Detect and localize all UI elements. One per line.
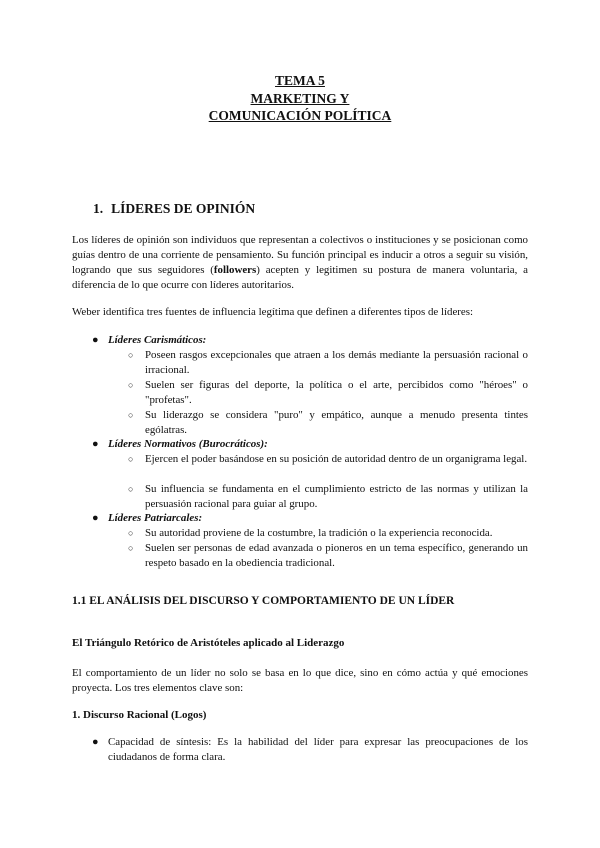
- aristotle-subheading: El Triángulo Retórico de Aristóteles aplicado al Liderazgo: [72, 637, 345, 649]
- circle-bullet-icon: ○: [128, 410, 134, 420]
- list-item-text: Suelen ser personas de edad avanzada o pioneros en un tema específico, generando un respeto basado en la obediencia tradicional.: [145, 542, 528, 569]
- list-item-text: Poseen rasgos excepcionales que atraen a los demás mediante la persuasión racional o irracional.: [145, 349, 528, 376]
- list-item-text: Su influencia se fundamenta en el cumplimiento estricto de las normas y utilizan la persuasión racional para guiar al grupo.: [145, 483, 528, 510]
- weber-paragraph: Weber identifica tres fuentes de influencia legítima que definen a diferentes tipos de líderes:: [72, 306, 474, 318]
- section-1-1-intro: El comportamiento de un líder no solo se basa en lo que dice, sino en cómo actúa y qué emociones proyecta. Los tres elementos clave son:: [72, 667, 528, 694]
- section-1-number: 1.: [93, 201, 104, 216]
- circle-bullet-icon: ○: [128, 380, 134, 390]
- list-item-text: Suelen ser figuras del deporte, la política o el arte, percibidos como "héroes" o "profetas".: [145, 379, 528, 406]
- intro-text-1: Los líderes de opinión son individuos que representan a colectivos o instituciones y se posicionan como guías dentro de una corriente de pensamiento. Su función principal es inducir a otros a seguir su visión, logrando que sus seguidores (: [72, 234, 528, 276]
- circle-bullet-icon: ○: [128, 528, 134, 538]
- section-1-1-heading: 1.1 EL ANÁLISIS DEL DISCURSO Y COMPORTAMIENTO DE UN LÍDER: [72, 595, 455, 607]
- section-1-heading: [93, 201, 255, 217]
- circle-bullet-icon: ○: [128, 484, 134, 494]
- intro-bold-followers: followers: [213, 264, 257, 276]
- circle-bullet-icon: ○: [128, 543, 134, 553]
- list-item-text: Su autoridad proviene de la costumbre, la tradición o la experiencia reconocida.: [145, 527, 493, 539]
- bullet-icon: ●: [92, 334, 99, 346]
- title-line-1: TEMA 5: [275, 73, 325, 88]
- document-title: [0, 72, 600, 125]
- circle-bullet-icon: ○: [128, 454, 134, 464]
- leader-type-label: Líderes Normativos (Burocráticos):: [108, 438, 268, 450]
- circle-bullet-icon: ○: [128, 350, 134, 360]
- title-line-2: MARKETING Y: [250, 90, 350, 106]
- intro-text-2: ) acepten y legitimen su postura de manera voluntaria, a diferencia de lo que ocurre con líderes autoritarios.: [72, 264, 528, 291]
- leader-type-label: Líderes Carismáticos:: [108, 334, 207, 346]
- logos-heading: 1. Discurso Racional (Logos): [72, 709, 207, 721]
- leader-type-label: Líderes Patriarcales:: [108, 512, 203, 524]
- section-1-title: LÍDERES DE OPINIÓN: [111, 201, 256, 216]
- section-1-intro: [72, 233, 528, 293]
- bullet-icon: ●: [92, 736, 99, 748]
- list-item-text: Su liderazgo se considera "puro" y empático, aunque a menudo presenta tintes ególatras.: [145, 409, 528, 436]
- list-item-text: Ejercen el poder basándose en su posición de autoridad dentro de un organigrama legal.: [145, 453, 528, 465]
- bullet-icon: ●: [92, 438, 99, 450]
- list-item-text: Capacidad de síntesis: Es la habilidad del líder para expresar las preocupaciones de los ciudadanos de forma clara.: [108, 736, 528, 763]
- title-line-3: COMUNICACIÓN POLÍTICA: [208, 108, 392, 123]
- bullet-icon: ●: [92, 512, 99, 524]
